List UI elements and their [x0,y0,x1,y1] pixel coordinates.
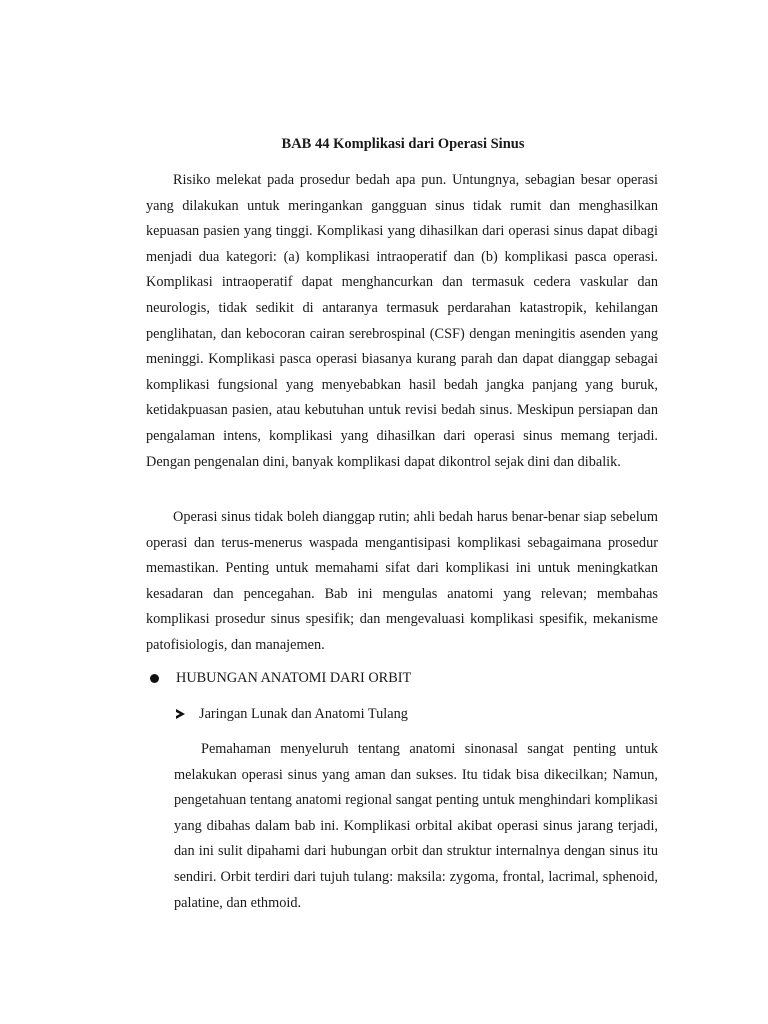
second-paragraph: Operasi sinus tidak boleh dianggap rutin; ahli bedah harus benar-benar siap sebelum operasi dan terus-menerus waspada mengantisipasi komplikasi sebagaimana prosedur memastikan. Penting untuk memahami sifat dari komplikasi ini untuk meningkatkan kesadaran dan pencegahan. Bab ini mengulas anatomi yang relevan; membahas komplikasi prosedur sinus spesifik; dan mengevaluasi komplikasi spesifik, mekanisme patofisiologis, dan manajemen. [146,509,658,653]
chapter-title: BAB 44 Komplikasi dari Operasi Sinus [281,136,525,152]
intro-paragraph: Risiko melekat pada prosedur bedah apa pun. Untungnya, sebagian besar operasi yang dilakukan untuk meringankan gangguan sinus tidak rumit dan menghasilkan kepuasan pasien yang tinggi. Komplikasi yang dihasilkan dari operasi sinus dapat dibagi menjadi dua kategori: (a) komplikasi intraoperatif dan (b) komplikasi pasca operasi. Komplikasi intraoperatif dapat menghancurkan dan termasuk cedera vaskular dan neurologis, tidak sedikit di antaranya termasuk perdarahan katastropik, kehilangan penglihatan, dan kebocoran cairan serebrospinal (CSF) dengan meningitis asenden yang meninggi. Komplikasi pasca operasi biasanya kurang parah dan dapat dianggap sebagai komplikasi fungsional yang menyebabkan hasil bedah jangka panjang yang buruk, ketidakpuasan pasien, atau kebutuhan untuk revisi bedah sinus. Meskipun persiapan dan pengalaman intens, komplikasi yang dihasilkan dari operasi sinus memang terjadi. Dengan pengenalan dini, banyak komplikasi dapat dikontrol sejak dini dan dibalik. [146,172,658,470]
filled-circle-bullet-icon [150,674,159,683]
anatomy-paragraph: Pemahaman menyeluruh tentang anatomi sinonasal sangat penting untuk melakukan operasi sinus yang aman dan sukses. Itu tidak bisa dikecilkan; Namun, pengetahuan tentang anatomi regional sangat penting untuk menghindari komplikasi yang dibahas dalam bab ini. Komplikasi orbital akibat operasi sinus jarang terjadi, dan ini sulit dipahami dari hubungan orbit dan struktur internalnya dengan sinus itu sendiri. Orbit terdiri dari tujuh tulang: maksila: zygoma, frontal, lacrimal, sphenoid, palatine, dan ethmoid. [174,741,658,911]
arrowhead-bullet-icon [176,709,185,719]
section-heading [150,668,411,688]
section-heading-label: HUBUNGAN ANATOMI DARI ORBIT [176,670,412,686]
subsection-heading [176,704,408,724]
subsection-heading-label: Jaringan Lunak dan Anatomi Tulang [199,706,408,722]
